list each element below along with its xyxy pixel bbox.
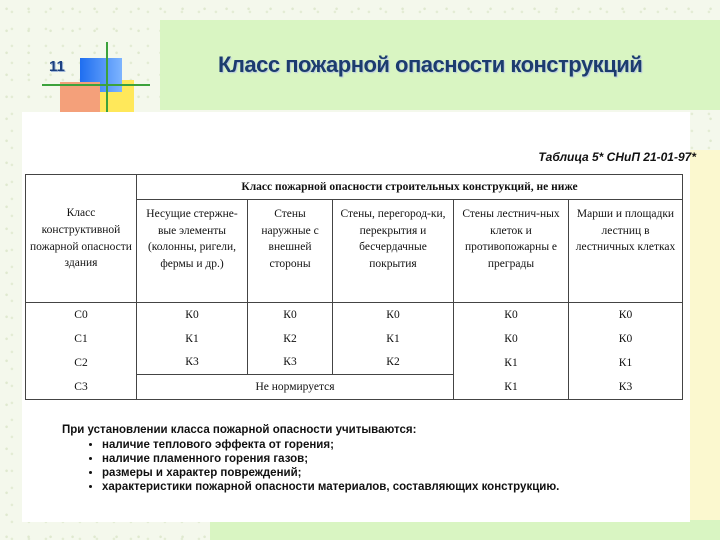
notes-block bbox=[62, 424, 559, 495]
table-caption: Таблица 5* СНиП 21-01-97* bbox=[538, 150, 696, 164]
column-header: Марши и площадки лестниц в лестничных клетках bbox=[569, 200, 683, 303]
group-header-cell: Класс пожарной опасности строительных конструкций, не ниже bbox=[137, 175, 683, 200]
list-item: • размеры и характер повреждений; bbox=[102, 467, 559, 479]
value-cell: К0 bbox=[454, 303, 569, 327]
value-cell: К0 bbox=[569, 303, 683, 327]
notes-list bbox=[62, 439, 559, 493]
table-row bbox=[26, 303, 683, 327]
column-header: Стены, перегород-ки, перекрытия и бесчердачные покрытия bbox=[333, 200, 454, 303]
decor-green-hline bbox=[42, 84, 150, 86]
table-row bbox=[26, 327, 683, 351]
column-header: Стены лестнич-ных клеток и противопожарны е преграды bbox=[454, 200, 569, 303]
value-cell: К1 bbox=[454, 375, 569, 400]
notes-intro: При установлении класса пожарной опасности учитываются: bbox=[62, 424, 417, 436]
table-row bbox=[26, 350, 683, 374]
list-item: • характеристики пожарной опасности материалов, составляющих конструкцию. bbox=[102, 481, 559, 493]
column-header: Стены наружные с внешней стороны bbox=[248, 200, 333, 303]
value-cell: К0 bbox=[454, 327, 569, 351]
table-row bbox=[26, 375, 683, 400]
class-cell: С2 bbox=[26, 350, 137, 374]
value-cell: К1 bbox=[333, 327, 454, 351]
footer-band bbox=[210, 520, 720, 540]
column-header: Несущие стержне-вые элементы (колонны, ригели, фермы и др.) bbox=[137, 200, 248, 303]
value-cell: К0 bbox=[137, 303, 248, 327]
value-cell: К2 bbox=[248, 327, 333, 351]
value-cell: К0 bbox=[569, 327, 683, 351]
fire-class-table bbox=[25, 174, 683, 400]
value-cell: К0 bbox=[248, 303, 333, 327]
value-cell: К3 bbox=[248, 350, 333, 374]
value-cell: К0 bbox=[333, 303, 454, 327]
row-header-cell: Класс конструктивной пожарной опасности здания bbox=[26, 175, 137, 303]
value-cell: К1 bbox=[137, 327, 248, 351]
slide-number: 11 bbox=[49, 58, 65, 75]
class-cell: С0 bbox=[26, 303, 137, 327]
value-cell: К1 bbox=[569, 350, 683, 374]
class-cell: С3 bbox=[26, 375, 137, 400]
value-cell: К1 bbox=[454, 350, 569, 374]
value-cell: К3 bbox=[569, 375, 683, 400]
not-normed-cell: Не нормируется bbox=[137, 375, 454, 400]
value-cell: К3 bbox=[137, 350, 248, 374]
class-cell: С1 bbox=[26, 327, 137, 351]
list-item: • наличие пламенного горения газов; bbox=[102, 453, 559, 465]
value-cell: К2 bbox=[333, 350, 454, 374]
list-item: • наличие теплового эффекта от горения; bbox=[102, 439, 559, 451]
slide-title: Класс пожарной опасности конструкций bbox=[218, 52, 643, 77]
